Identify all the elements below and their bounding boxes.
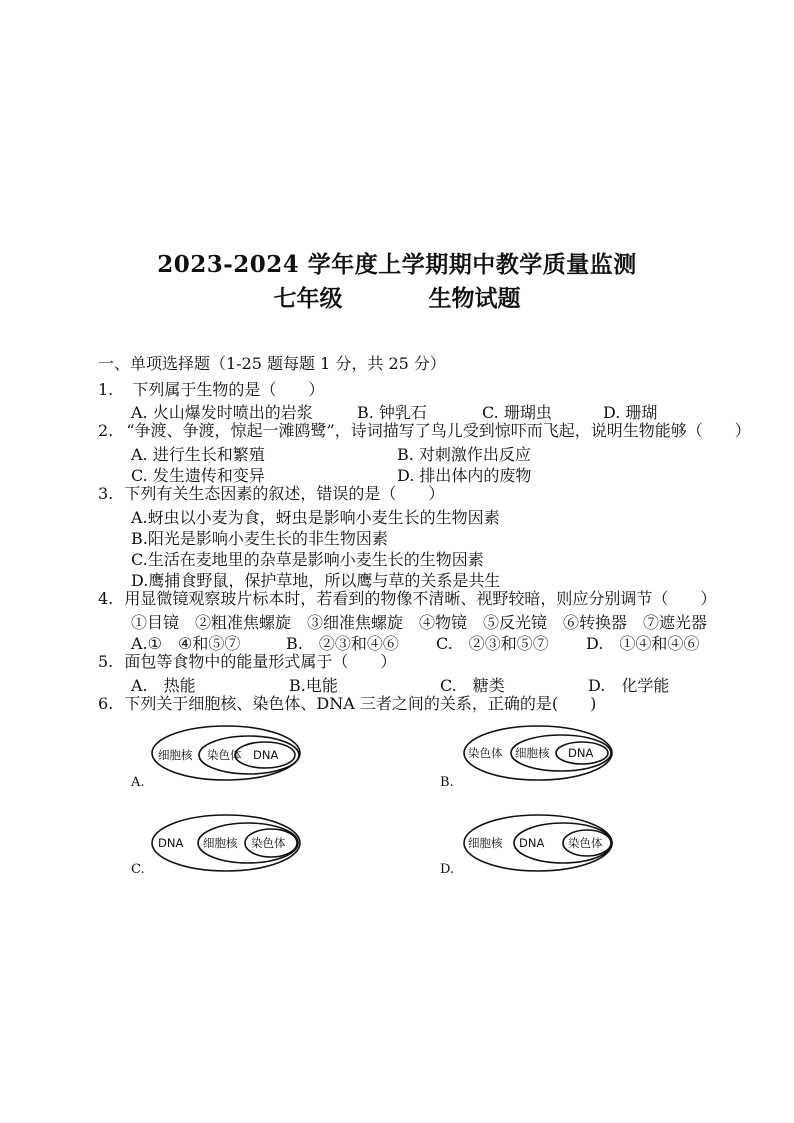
option-1c: C. 珊瑚虫	[482, 403, 552, 422]
inner-label: 染色体	[568, 836, 603, 850]
option-5c: C. 糖类	[440, 676, 505, 695]
question-6	[98, 694, 596, 714]
outer-label: 染色体	[468, 746, 503, 760]
question-stem: 用显微镜观察玻片标本时，若看到的物像不清晰、视野较暗，则应分别调节（ ）	[124, 589, 717, 608]
middle-label: DNA	[519, 836, 545, 850]
inner-label: DNA	[253, 748, 279, 762]
option-2d: D. 排出体内的废物	[397, 466, 532, 485]
option-3a: A.蚜虫以小麦为食，蚜虫是影响小麦生长的生物因素	[131, 508, 500, 527]
middle-label: 染色体	[207, 748, 242, 762]
question-stem: 下列有关生态因素的叙述，错误的是（ ）	[124, 484, 445, 503]
option-2c: C. 发生遗传和变异	[131, 466, 265, 485]
question-1	[98, 380, 324, 400]
diagram-label-b: B.	[440, 775, 454, 790]
question-4	[98, 589, 716, 609]
option-4d: D. ①④和④⑥	[586, 634, 700, 653]
outer-label: 细胞核	[468, 836, 503, 850]
diagram-label-a: A.	[131, 775, 145, 790]
outer-label: DNA	[158, 836, 184, 850]
question-number: 1.	[98, 380, 114, 399]
venn-diagram-c	[150, 813, 310, 877]
question-2	[98, 421, 751, 441]
middle-label: 细胞核	[515, 746, 550, 760]
option-4b: B. ②③和④⑥	[286, 634, 399, 653]
venn-diagram-b	[462, 724, 622, 786]
option-3b: B.阳光是影响小麦生长的非生物因素	[131, 529, 388, 548]
middle-label: 细胞核	[203, 836, 238, 850]
question-number: 5.	[98, 652, 114, 671]
subject-label: 生物试题	[428, 285, 521, 312]
option-5a: A. 热能	[131, 676, 196, 695]
inner-label: 染色体	[251, 836, 286, 850]
exam-subtitle	[0, 280, 794, 313]
question-5	[98, 652, 396, 672]
question-number: 4.	[98, 589, 114, 608]
option-1d: D. 珊瑚	[603, 403, 658, 422]
microscope-parts: ①目镜 ②粗准焦螺旋 ③细准焦螺旋 ④物镜 ⑤反光镜 ⑥转换器 ⑦遮光器	[131, 613, 708, 632]
question-stem: 下列属于生物的是（ ）	[132, 380, 325, 399]
question-stem: 下列关于细胞核、染色体、DNA 三者之间的关系，正确的是( )	[124, 694, 597, 713]
section-heading: 一、单项选择题（1-25 题每题 1 分，共 25 分）	[98, 354, 446, 373]
question-number: 6.	[98, 694, 114, 713]
venn-diagram-a	[150, 724, 310, 786]
venn-diagram-d	[462, 813, 622, 877]
option-5b: B.电能	[289, 676, 338, 695]
inner-label: DNA	[568, 746, 594, 760]
option-1a: A. 火山爆发时喷出的岩浆	[131, 403, 313, 422]
question-3	[98, 484, 444, 504]
option-4c: C. ②③和⑤⑦	[436, 634, 549, 653]
option-1b: B. 钟乳石	[357, 403, 427, 422]
question-stem: “争渡、争渡，惊起一滩鸥鹭”，诗词描写了鸟儿受到惊吓而飞起，说明生物能够（ ）	[126, 421, 751, 440]
option-3d: D.鹰捕食野鼠，保护草地，所以鹰与草的关系是共生	[131, 571, 501, 590]
question-number: 3.	[98, 484, 114, 503]
option-3c: C.生活在麦地里的杂草是影响小麦生长的生物因素	[131, 550, 484, 569]
exam-title: 2023-2024 学年度上学期期中教学质量监测	[157, 251, 637, 278]
diagram-label-d: D.	[440, 862, 455, 877]
option-2b: B. 对刺激作出反应	[397, 445, 531, 464]
option-5d: D. 化学能	[588, 676, 670, 695]
question-stem: 面包等食物中的能量形式属于（ ）	[124, 652, 397, 671]
grade-label: 七年级	[273, 285, 343, 312]
question-number: 2.	[98, 421, 114, 440]
option-2a: A. 进行生长和繁殖	[131, 445, 265, 464]
diagram-label-c: C.	[131, 862, 145, 877]
option-4a: A.① ④和⑤⑦	[131, 634, 241, 653]
outer-label: 细胞核	[158, 748, 193, 762]
